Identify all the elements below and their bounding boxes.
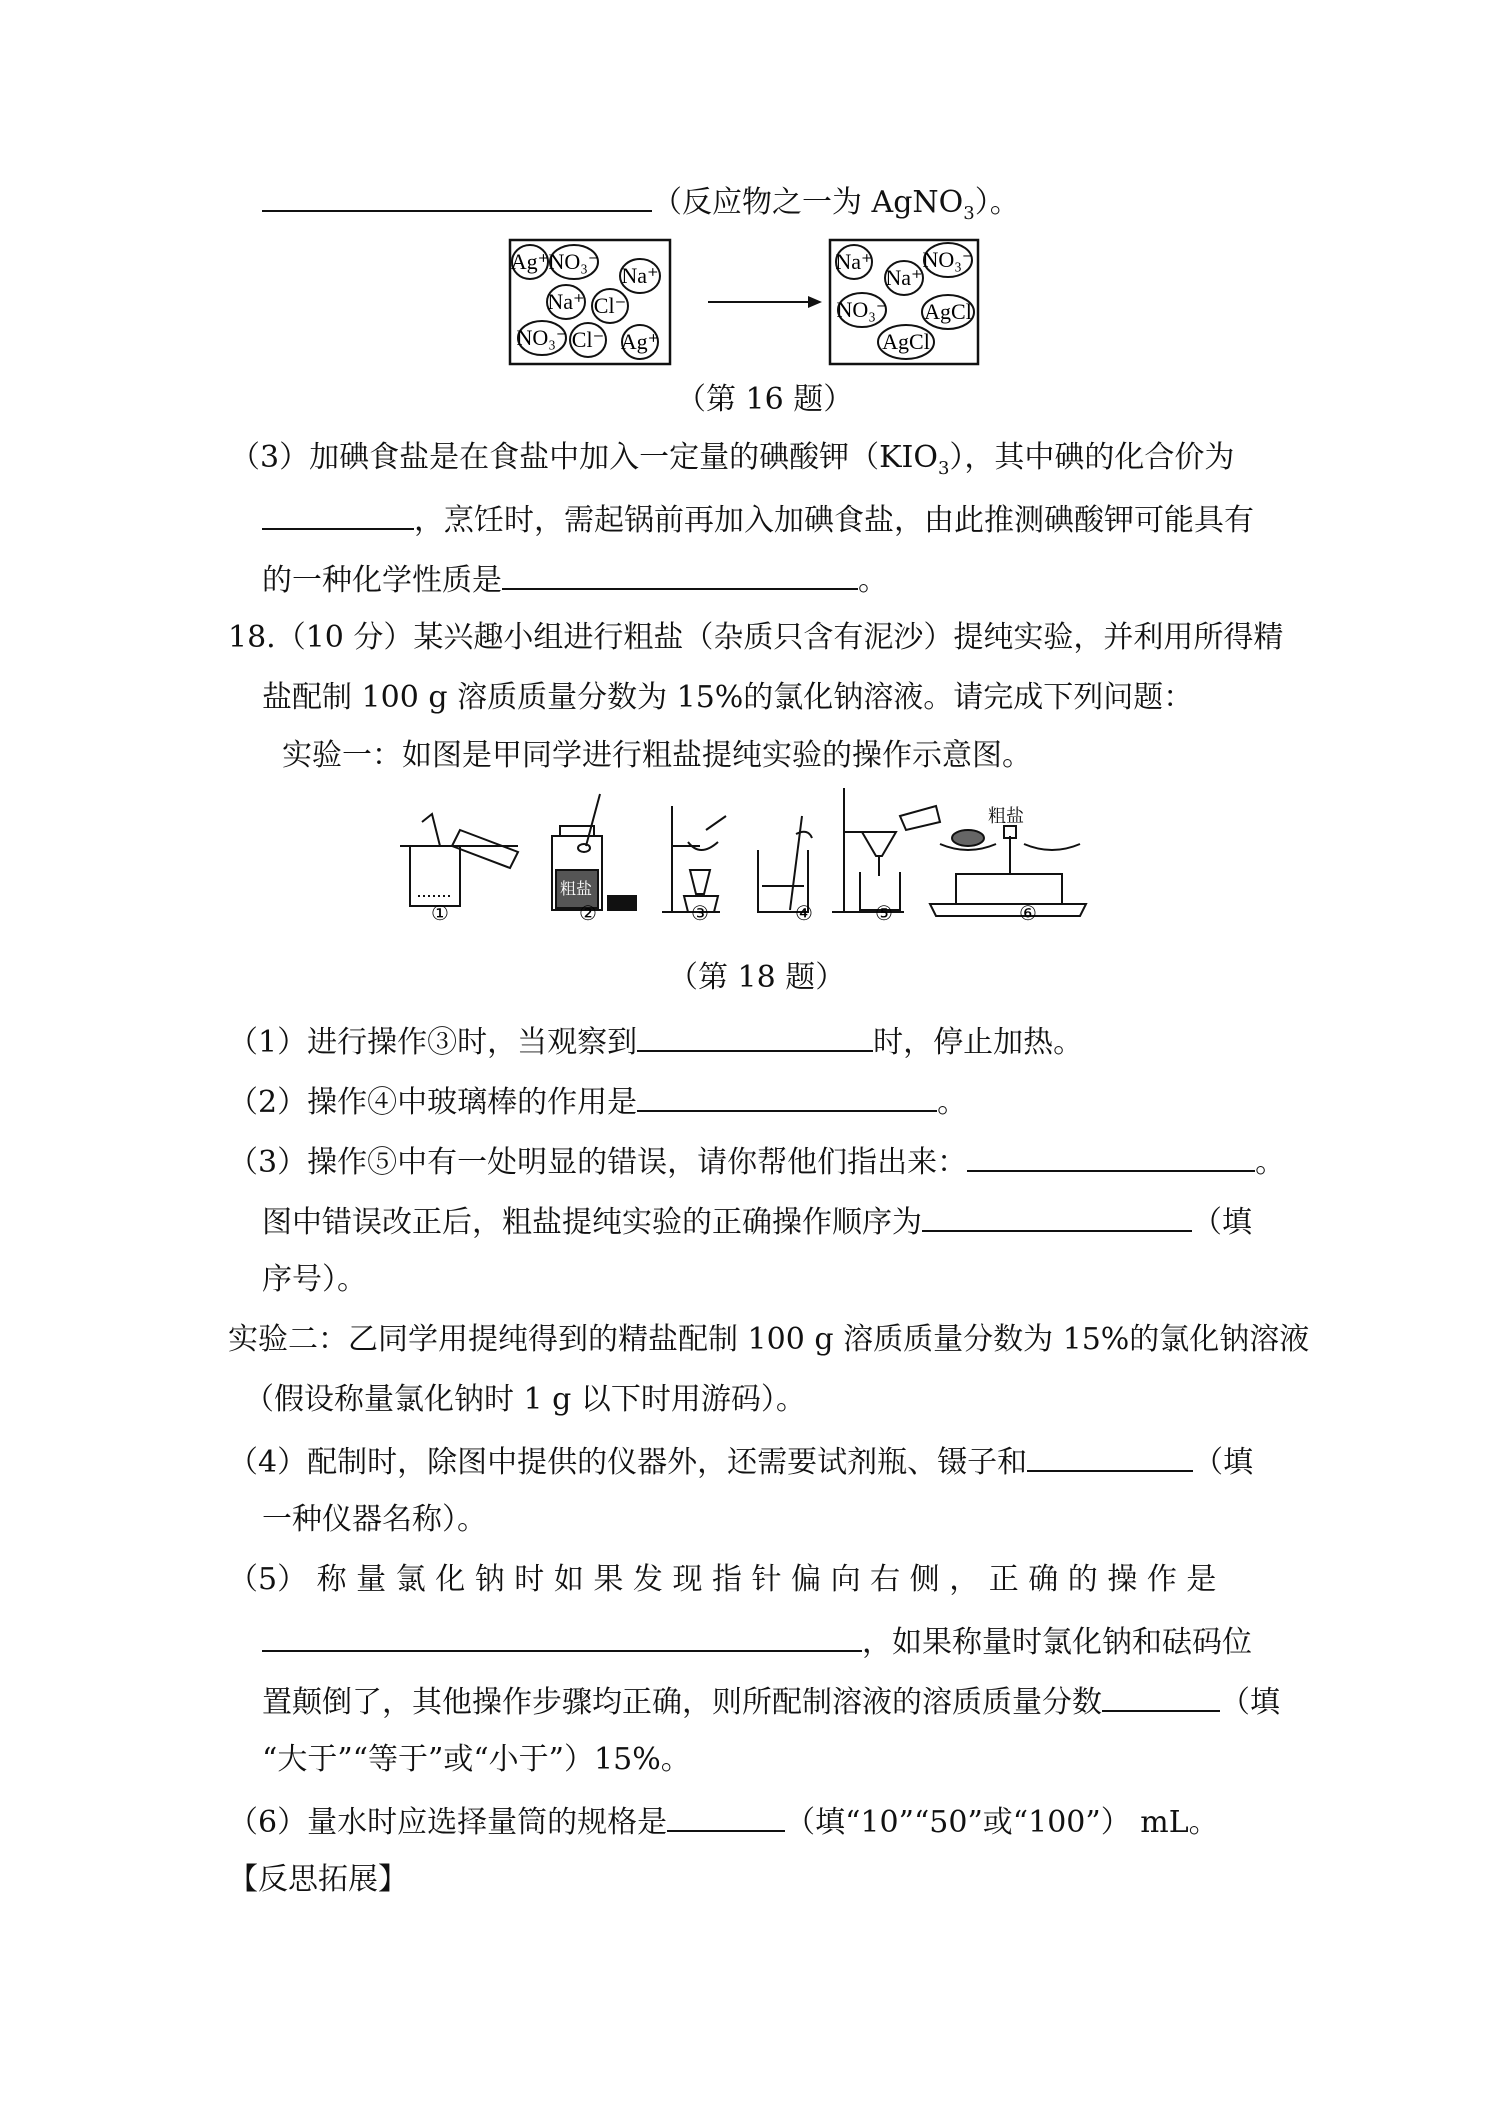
left-ion-7: [570, 323, 606, 357]
valence-blank[interactable]: [262, 498, 414, 530]
correct-operation-blank[interactable]: [262, 1620, 862, 1652]
right-ion-5: [922, 295, 974, 329]
filtration-step: [832, 788, 940, 912]
q18-line1: 18.（10 分）某兴趣小组进行粗盐（杂质只含有泥沙）提纯实验，并利用所得精: [228, 620, 1284, 655]
q18-line2: 盐配制 100 g 溶质质量分数为 15%的氯化钠溶液。请完成下列问题：: [262, 680, 1194, 715]
instrument-blank[interactable]: [1027, 1440, 1193, 1472]
figure-16-caption: （第 16 题）: [676, 382, 854, 417]
q18-part3-line2: 图中错误改正后，粗盐提纯实验的正确操作顺序为 （填: [262, 1200, 1252, 1243]
q18-part5-line2: ，如果称量时氯化钠和砝码位: [262, 1620, 1252, 1663]
step-label-2: ②: [579, 901, 597, 922]
svg-text:NO₃⁻: NO₃⁻: [548, 249, 600, 274]
mass-fraction-blank[interactable]: [1102, 1680, 1220, 1712]
right-ion-1: [835, 245, 872, 279]
q18-part6: （6）量水时应选择量筒的规格是 （填“10”“50”或“100”） mL。: [228, 1800, 1219, 1843]
step-label-6: ⑥: [1019, 901, 1037, 922]
salt-purification-apparatus: [400, 786, 1110, 922]
step-label-4: ④: [795, 901, 813, 922]
left-ion-2: [548, 245, 599, 279]
experiment-2-line2: （假设称量氯化钠时 1 g 以下时用游码）。: [244, 1382, 806, 1417]
left-ion-8: [621, 325, 660, 359]
figure-18-caption: （第 18 题）: [668, 960, 846, 995]
left-ion-6: [516, 321, 567, 355]
right-ion-4: [836, 293, 887, 327]
filter-beaker-step: [758, 816, 812, 912]
left-ion-3: [620, 259, 660, 293]
svg-text:AgCl: AgCl: [882, 329, 930, 354]
ion-reaction-diagram: [508, 238, 980, 366]
cylinder-size-blank[interactable]: [667, 1800, 785, 1832]
reactant-note: （反应物之一为 AgNO: [652, 185, 964, 220]
experiment-1-intro: 实验一：如图是甲同学进行粗盐提纯实验的操作示意图。: [282, 738, 1032, 773]
svg-text:AgCl: AgCl: [924, 299, 972, 324]
reflection-heading: 【反思拓展】: [228, 1862, 408, 1897]
svg-text:Na⁺: Na⁺: [547, 289, 585, 314]
step-label-5: ⑤: [875, 901, 893, 922]
step-label-3: ③: [691, 901, 709, 922]
svg-text:Na⁺: Na⁺: [621, 263, 659, 288]
q17-3-line2: ，烹饪时，需起锅前再加入加碘食盐，由此推测碘酸钾可能具有: [262, 498, 1254, 541]
dissolving-step: [400, 814, 518, 906]
q18-part1: （1）进行操作③时，当观察到 时，停止加热。: [228, 1020, 1083, 1063]
q18-part2: （2）操作④中玻璃棒的作用是 。: [228, 1080, 967, 1123]
right-ion-3: [885, 261, 923, 295]
svg-text:Na⁺: Na⁺: [835, 249, 873, 274]
svg-text:NO₃⁻: NO₃⁻: [836, 297, 888, 322]
experiment-2-line1: 实验二：乙同学用提纯得到的精盐配制 100 g 溶质质量分数为 15%的氯化钠溶液: [228, 1322, 1310, 1357]
arrow-head: [808, 296, 822, 308]
bottle-label: 粗盐: [560, 879, 593, 898]
q18-part3: （3）操作⑤中有一处明显的错误，请你帮他们指出来： 。: [228, 1140, 1285, 1183]
q18-part5: （5） 称 量 氯 化 钠 时 如 果 发 现 指 针 偏 向 右 侧 ， 正 确 的 操 作 是: [228, 1562, 1217, 1597]
q18-part5-line4: “大于”“等于”或“小于”）15%。: [262, 1742, 691, 1777]
svg-text:Ag⁺: Ag⁺: [620, 329, 660, 354]
q17-3-line3: 的一种化学性质是 。: [262, 558, 888, 601]
q18-part5-line3: 置颠倒了，其他操作步骤均正确，则所配制溶液的溶质质量分数 （填: [262, 1680, 1280, 1723]
salt-label: 粗盐: [988, 806, 1024, 827]
q18-part3-line3: 序号）。: [262, 1262, 367, 1297]
observation-blank[interactable]: [637, 1020, 873, 1052]
svg-text:Cl⁻: Cl⁻: [571, 327, 605, 352]
svg-text:Cl⁻: Cl⁻: [593, 293, 627, 318]
glass-rod-role-blank[interactable]: [637, 1080, 937, 1112]
evaporation-step: [662, 806, 726, 912]
balance-step: [930, 826, 1086, 916]
q17-3-line1: （3）加碘食盐是在食盐中加入一定量的碘酸钾$(KIO_3)$，其中碘的化合价为: [230, 440, 1235, 479]
svg-text:Na⁺: Na⁺: [885, 265, 923, 290]
right-ion-6: [878, 325, 934, 359]
svg-text:NO₃⁻: NO₃⁻: [922, 247, 974, 272]
svg-text:NO₃⁻: NO₃⁻: [516, 325, 568, 350]
error-blank[interactable]: [967, 1140, 1255, 1172]
q17-2-answer-line: （反应物之一为 AgNO$_3$）。: [262, 180, 1020, 234]
order-blank[interactable]: [922, 1200, 1192, 1232]
step-label-1: ①: [431, 901, 449, 922]
answer-blank[interactable]: [262, 180, 652, 212]
right-ion-2: [922, 243, 973, 277]
left-ion-1: [511, 245, 550, 279]
q18-part4-line2: 一种仪器名称）。: [262, 1502, 487, 1537]
svg-text:Ag⁺: Ag⁺: [510, 249, 550, 274]
property-blank[interactable]: [502, 558, 858, 590]
left-ion-5: [592, 289, 628, 323]
left-ion-4: [547, 285, 585, 319]
q18-part4: （4）配制时，除图中提供的仪器外，还需要试剂瓶、镊子和 （填: [228, 1440, 1253, 1483]
